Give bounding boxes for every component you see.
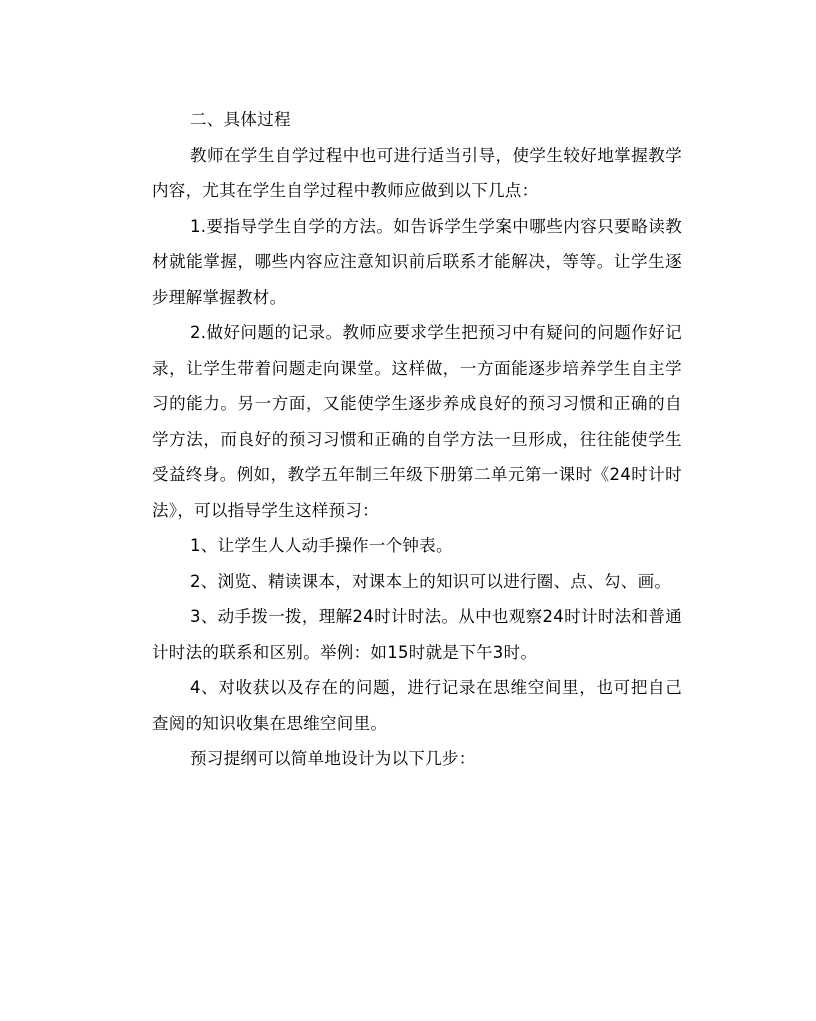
paragraph-point-1: 1.要指导学生自学的方法。如告诉学生学案中哪些内容只要略读教材就能掌握，哪些内容应注意知识前后联系才能解决，等等。让学生逐步理解掌握教材。 — [152, 216, 682, 307]
paragraph-point-2: 2.做好问题的记录。教师应要求学生把预习中有疑问的问题作好记录，让学生带着问题走向课堂。这样做，一方面能逐步培养学生自主学习的能力。另一方面，又能使学生逐步养成良好的预习习惯和正确的自学方法，而良好的预习习惯和正确的自学方法一旦形成，往往能使学生受益终身。例如，教学五年制三年级下册第二单元第一课时《24时计时法》，可以指导学生这样预习： — [152, 323, 682, 520]
paragraph-intro: 教师在学生自学过程中也可进行适当引导，使学生较好地掌握教学内容，尤其在学生自学过程中教师应做到以下几点： — [152, 145, 682, 200]
paragraph-outline: 预习提纲可以简单地设计为以下几步： — [190, 749, 476, 768]
section-heading: 二、具体过程 — [190, 110, 291, 129]
list-item-step-2: 2、浏览、精读课本，对课本上的知识可以进行圈、点、勾、画。 — [190, 571, 672, 591]
list-item-step-3: 3、动手拨一拨，理解24时计时法。从中也观察24时计时法和普通计时法的联系和区别。举例：如15时就是下午3时。 — [152, 607, 682, 662]
list-item-step-1: 1、让学生人人动手操作一个钟表。 — [190, 536, 453, 555]
document-body — [152, 102, 682, 777]
list-item-step-4: 4、对收获以及存在的问题，进行记录在思维空间里，也可把自己查阅的知识收集在思维空间里。 — [152, 678, 682, 733]
